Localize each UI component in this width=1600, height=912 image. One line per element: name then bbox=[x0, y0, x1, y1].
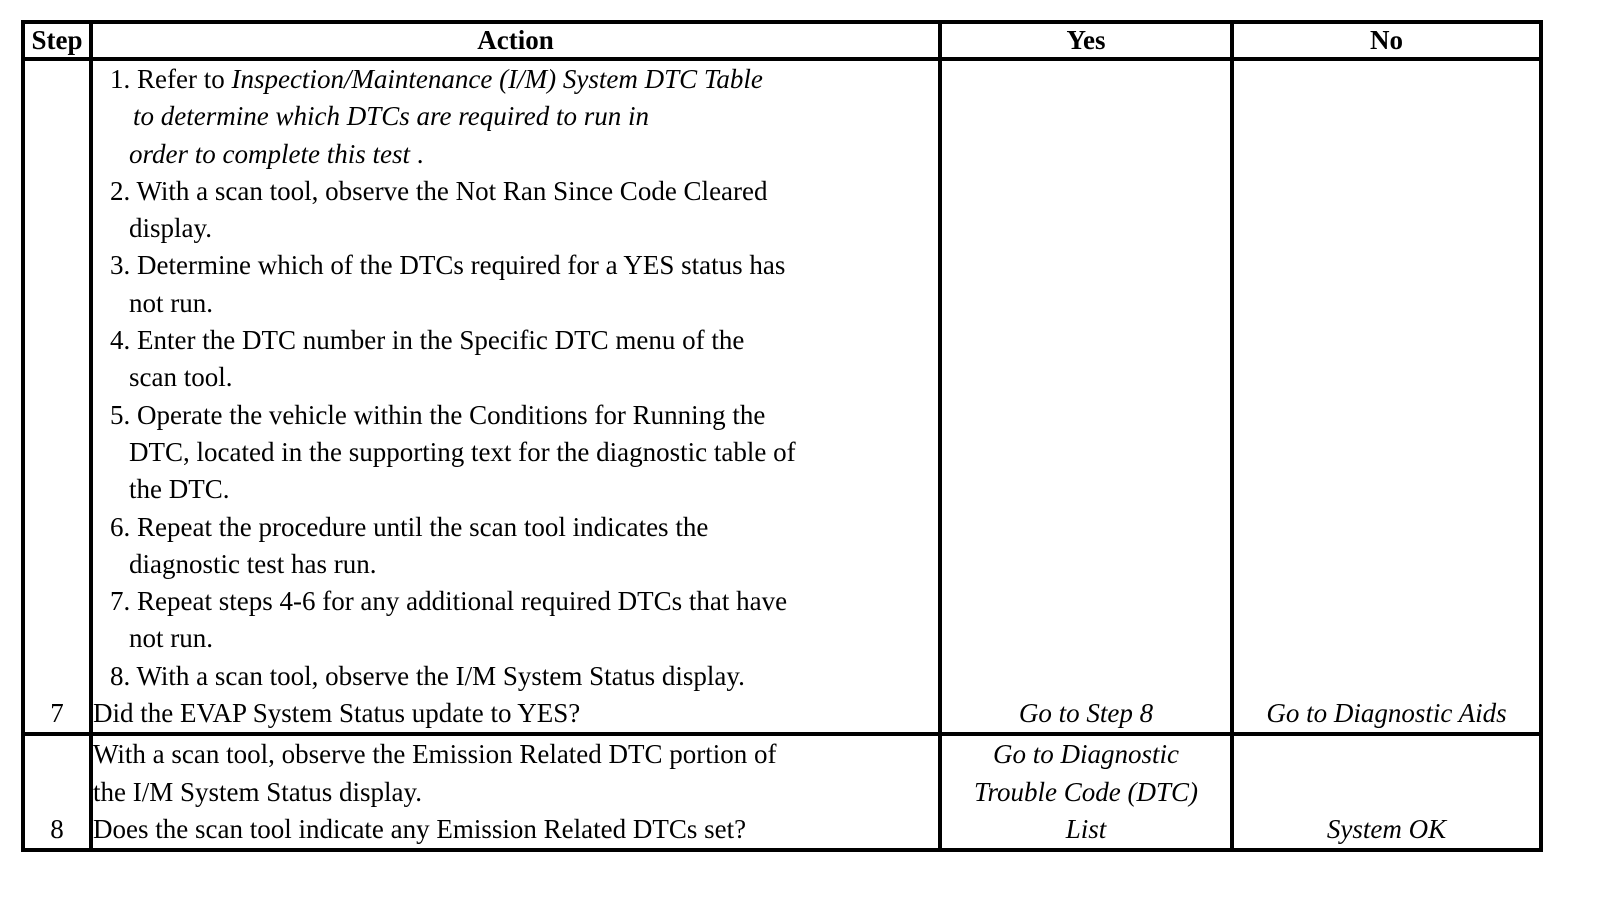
action-line bbox=[93, 136, 938, 173]
action-line: not run. bbox=[129, 287, 213, 318]
action-text: . bbox=[416, 138, 424, 169]
action-line: 2. With a scan tool, observe the Not Ran Since Code Cleared bbox=[110, 175, 768, 206]
step-number: 7 bbox=[23, 59, 91, 734]
action-line: the I/M System Status display. bbox=[93, 776, 422, 807]
action-text: order to complete this test bbox=[129, 138, 410, 169]
header-row bbox=[23, 22, 1541, 59]
action-line: scan tool. bbox=[129, 362, 233, 393]
action-line: to determine which DTCs are required to run in bbox=[133, 101, 649, 132]
header-yes: Yes bbox=[940, 22, 1232, 59]
action-line: 6. Repeat the procedure until the scan tool indicates the bbox=[110, 511, 709, 542]
action-line: 8. With a scan tool, observe the I/M System Status display. bbox=[110, 660, 745, 691]
no-link[interactable]: System OK bbox=[1326, 813, 1447, 844]
action-line: 5. Operate the vehicle within the Conditions for Running the bbox=[110, 399, 766, 430]
action-line: DTC, located in the supporting text for the diagnostic table of bbox=[129, 436, 796, 467]
table-row-step-8 bbox=[23, 734, 1541, 850]
action-line: 4. Enter the DTC number in the Specific DTC menu of the bbox=[110, 325, 745, 356]
action-line: diagnostic test has run. bbox=[129, 548, 377, 579]
no-cell bbox=[1232, 59, 1541, 734]
header-step: Step bbox=[23, 22, 91, 59]
yes-cell bbox=[940, 734, 1232, 850]
action-cell bbox=[91, 59, 940, 734]
action-line: With a scan tool, observe the Emission Related DTC portion of bbox=[93, 739, 777, 770]
action-question: Did the EVAP System Status update to YES? bbox=[93, 698, 581, 729]
yes-cell bbox=[940, 59, 1232, 734]
yes-link[interactable]: Go to Step 8 bbox=[1018, 698, 1154, 729]
yes-link-line[interactable]: List bbox=[1065, 813, 1107, 844]
action-cell bbox=[91, 734, 940, 850]
header-no: No bbox=[1232, 22, 1541, 59]
header-action: Action bbox=[91, 22, 940, 59]
action-line: 7. Repeat steps 4-6 for any additional required DTCs that have bbox=[110, 586, 788, 617]
action-line: display. bbox=[129, 213, 212, 244]
action-line: 3. Determine which of the DTCs required for a YES status has bbox=[110, 250, 786, 281]
table-row-step-7 bbox=[23, 59, 1541, 734]
diagnostic-table bbox=[21, 20, 1543, 852]
step-number: 8 bbox=[23, 734, 91, 850]
action-line bbox=[93, 61, 938, 98]
yes-link-line[interactable]: Go to Diagnostic bbox=[993, 739, 1179, 770]
no-cell bbox=[1232, 734, 1541, 850]
action-line: not run. bbox=[129, 623, 213, 654]
table-reference-link[interactable]: Inspection/Maintenance (I/M) System DTC Table bbox=[231, 64, 763, 94]
no-link[interactable]: Go to Diagnostic Aids bbox=[1266, 698, 1507, 729]
action-text: 1. Refer to bbox=[110, 64, 232, 94]
action-line: the DTC. bbox=[129, 474, 230, 505]
action-question: Does the scan tool indicate any Emission Related DTCs set? bbox=[93, 813, 747, 844]
yes-link-line[interactable]: Trouble Code (DTC) bbox=[973, 776, 1198, 807]
